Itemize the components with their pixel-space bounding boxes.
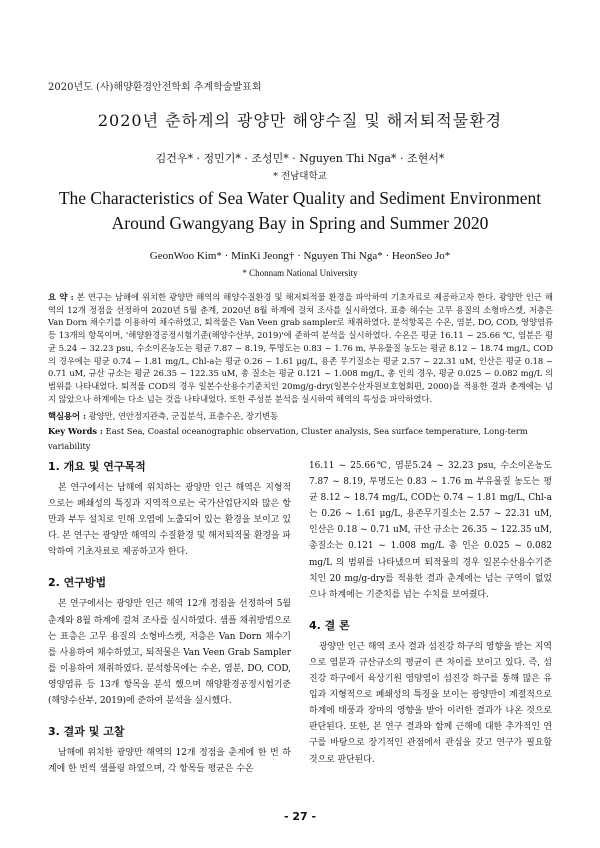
section-3-text-left: 남해에 위치한 광양만 해역의 12개 정점을 춘계에 한 번 하계에 한 번씩 샘플링 하였으며, 각 항목들 평균은 수온 xyxy=(48,748,291,775)
keywords-ko xyxy=(48,409,553,424)
section-3-text-right: 16.11 ~ 25.66℃, 염분5.24 ~ 32.23 psu, 수소이온농도 7.87 ~ 8.19, 투명도는 0.83 ~ 1.76 m 부유물질 농도는 평균 8.12 ~ 18.74 mg/L, COD는 0.74 ~ 1.81 mg/L, Chl-a는 0.26 ~ 1.61 μg/L, 용존무기질소는 2.57 ~ 22.31 uM, 인산은 0.18 ~ 0.71 uM, 규산 규소는 26.35 ~ 122.35 uM, 총질소는 0.121 ~ 1.008 mg/L 총 인은 0.025 ~ 0.082 mg/L 의 범위를 나타냈으며 퇴적물의 경우 일본수산용수기준치인 20 mg/g-dry를 적용한 결과 춘계에는 넘는 구역이 없었으나 하계에는 기준치를 넘는 수치를 보여줬다. xyxy=(309,461,552,600)
korean-affiliation: * 전남대학교 xyxy=(273,171,327,182)
section-1-text: 본 연구에서는 남해에 위치하는 광양만 인근 해역은 지형적으로는 폐쇄성의 특징과 지역적으로는 국가산업단지와 많은 항만과 부두 설치로 인해 오염에 노출되어 있는 환경을 보이고 있다. 본 연구는 광양만 해역의 수질환경 및 해저퇴적물 환경을 파악하여 기초자료로 제공하고자 한다. xyxy=(48,483,291,558)
page-number: - 27 - xyxy=(283,810,317,823)
korean-authors: 김건우* · 정민기* · 조성민* · Nguyen Thi Nga* · 조현서* xyxy=(155,152,445,165)
english-affiliation: * Chonnam National University xyxy=(242,268,358,278)
right-column xyxy=(309,458,552,774)
keywords-en-text: East Sea, Coastal oceanographic observation, Cluster analysis, Sea surface temperature, Long-term variability xyxy=(48,426,528,451)
section-2-text: 본 연구에서는 광양만 인근 해역 12개 정점을 선정하여 5월 춘계와 8월 하계에 걸쳐 조사를 실시하였다. 샘플 채취방법으로는 표층은 고무 용질의 소형바스켓, 저층은 Van Dorn 채수기를 사용하여 채수하였고, 퇴적물은 Van Veen Grab Sampler를 이용하여 채취하였다. 분석항목에는 수온, 염분, DO, COD, 영양염류 등 13개 항목을 분석 했으며 해양환경공정시험기준(해양수산부, 2019)에 준하여 분석을 실시했다. xyxy=(48,599,291,707)
section-4-heading: 4. 결 론 xyxy=(309,618,350,632)
keywords-ko-text: 광양만, 연안정지관측, 군집분석, 표층수온, 장기변동 xyxy=(88,411,279,421)
keywords xyxy=(48,409,553,454)
left-column xyxy=(48,458,291,783)
section-1-heading: 1. 개요 및 연구목적 xyxy=(48,460,146,473)
abstract-label: 요 약 : xyxy=(48,292,74,302)
keywords-en xyxy=(48,424,553,454)
keywords-en-label: Key Words : xyxy=(48,426,103,436)
abstract-text: 본 연구는 남해에 위치한 광양만 해역의 해양수질환경 및 해저퇴적물 환경을 파악하여 기초자료로 제공하고자 한다. 광양만 인근 해역의 12개 정점을 선정하여 2020년 5월 춘계, 2020년 8월 하계에 걸쳐 조사를 실시하였다. 표층 해수는 고무 용질의 소형바스켓, 저층은 Van Dorn 채수기를 이용하여 채수하였고, 퇴적물은 Van Veen grab sampler로 채취하였다. 분석항목은 수온, 염분, DO, COD, 영양염류 등 13개의 항목이며, '해양환경공정시험기준(해양수산부, 2019)'에 준하여 분석을 실시하였다. 수온은 평균 16.11 ~ 25.66 ℃, 염분은 평균 5.24 ~ 32.23 psu, 수소이온농도는 평균 7.87 ~ 8.19, 투명도는 0.83 ~ 1.76 m, 부유물질 농도는 평균 8.12 ~ 18.74 mg/L, COD의 경우에는 평균 0.74 ~ 1.81 mg/L, Chl-a는 평균 0.26 ~ 1.61 μg/L, 용존 무기질소는 평균 2.57 ~ 22.31 uM, 인산은 평균 0.18 ~ 0.71 uM, 규산 규소는 평균 26.35 ~ 122.35 uM, 총 질소는 평균 0.121 ~ 1.008 mg/L, 총 인의 경우, 평균 0.025 ~ 0.082 mg/L 의 범위를 나타내었다. 퇴적물 COD의 경우 일본수산용수기준치인 20mg/g-dry(일본수산자원보호협회편, 2000)을 적용한 결과 춘계에는 넘지 않았으나 하계에는 다소 넘는 것을 나타내었다. 또한 주성분 분석을 실시하여 해역의 특성을 파악하였다. xyxy=(48,292,554,404)
korean-title: 2020년 춘하계의 광양만 해양수질 및 해저퇴적물환경 xyxy=(97,111,503,130)
english-title: The Characteristics of Sea Water Quality and Sediment Environment Around Gwangyang Bay in Spring and Summer 2020 xyxy=(58,188,542,233)
conference-header: 2020년도 (사)해양환경안전학회 추계학술발표회 xyxy=(48,82,262,93)
english-authors: GeonWoo Kim* · MinKi Jeong† · Nguyen Thi Nga* · HeonSeo Jo* xyxy=(149,250,451,262)
abstract xyxy=(48,291,553,405)
keywords-ko-label: 핵심용어 : xyxy=(48,411,87,421)
section-4-text: 광양만 인근 해역 조사 결과 섬진강 하구의 영향을 받는 지역으로 염분과 규산규소의 평균이 큰 차이를 보이고 있다. 즉, 섬진강 하구에서 육상기원 영양염이 섬진강 하구를 통해 많은 유입과 지형적으로 폐쇄성의 특징을 보이는 광양만이 계절적으로 하계에 태풍과 장마의 영향을 받아 이러한 결과가 나온 것으로 판단된다. 또한, 본 연구 결과와 함께 근해에 대한 추가적인 연구를 바탕으로 장기적인 관점에서 관심을 갖고 연구가 필요할 것으로 판단된다. xyxy=(309,641,552,765)
section-3-heading: 3. 결과 및 고찰 xyxy=(48,725,125,739)
section-2-heading: 2. 연구방법 xyxy=(48,576,107,590)
